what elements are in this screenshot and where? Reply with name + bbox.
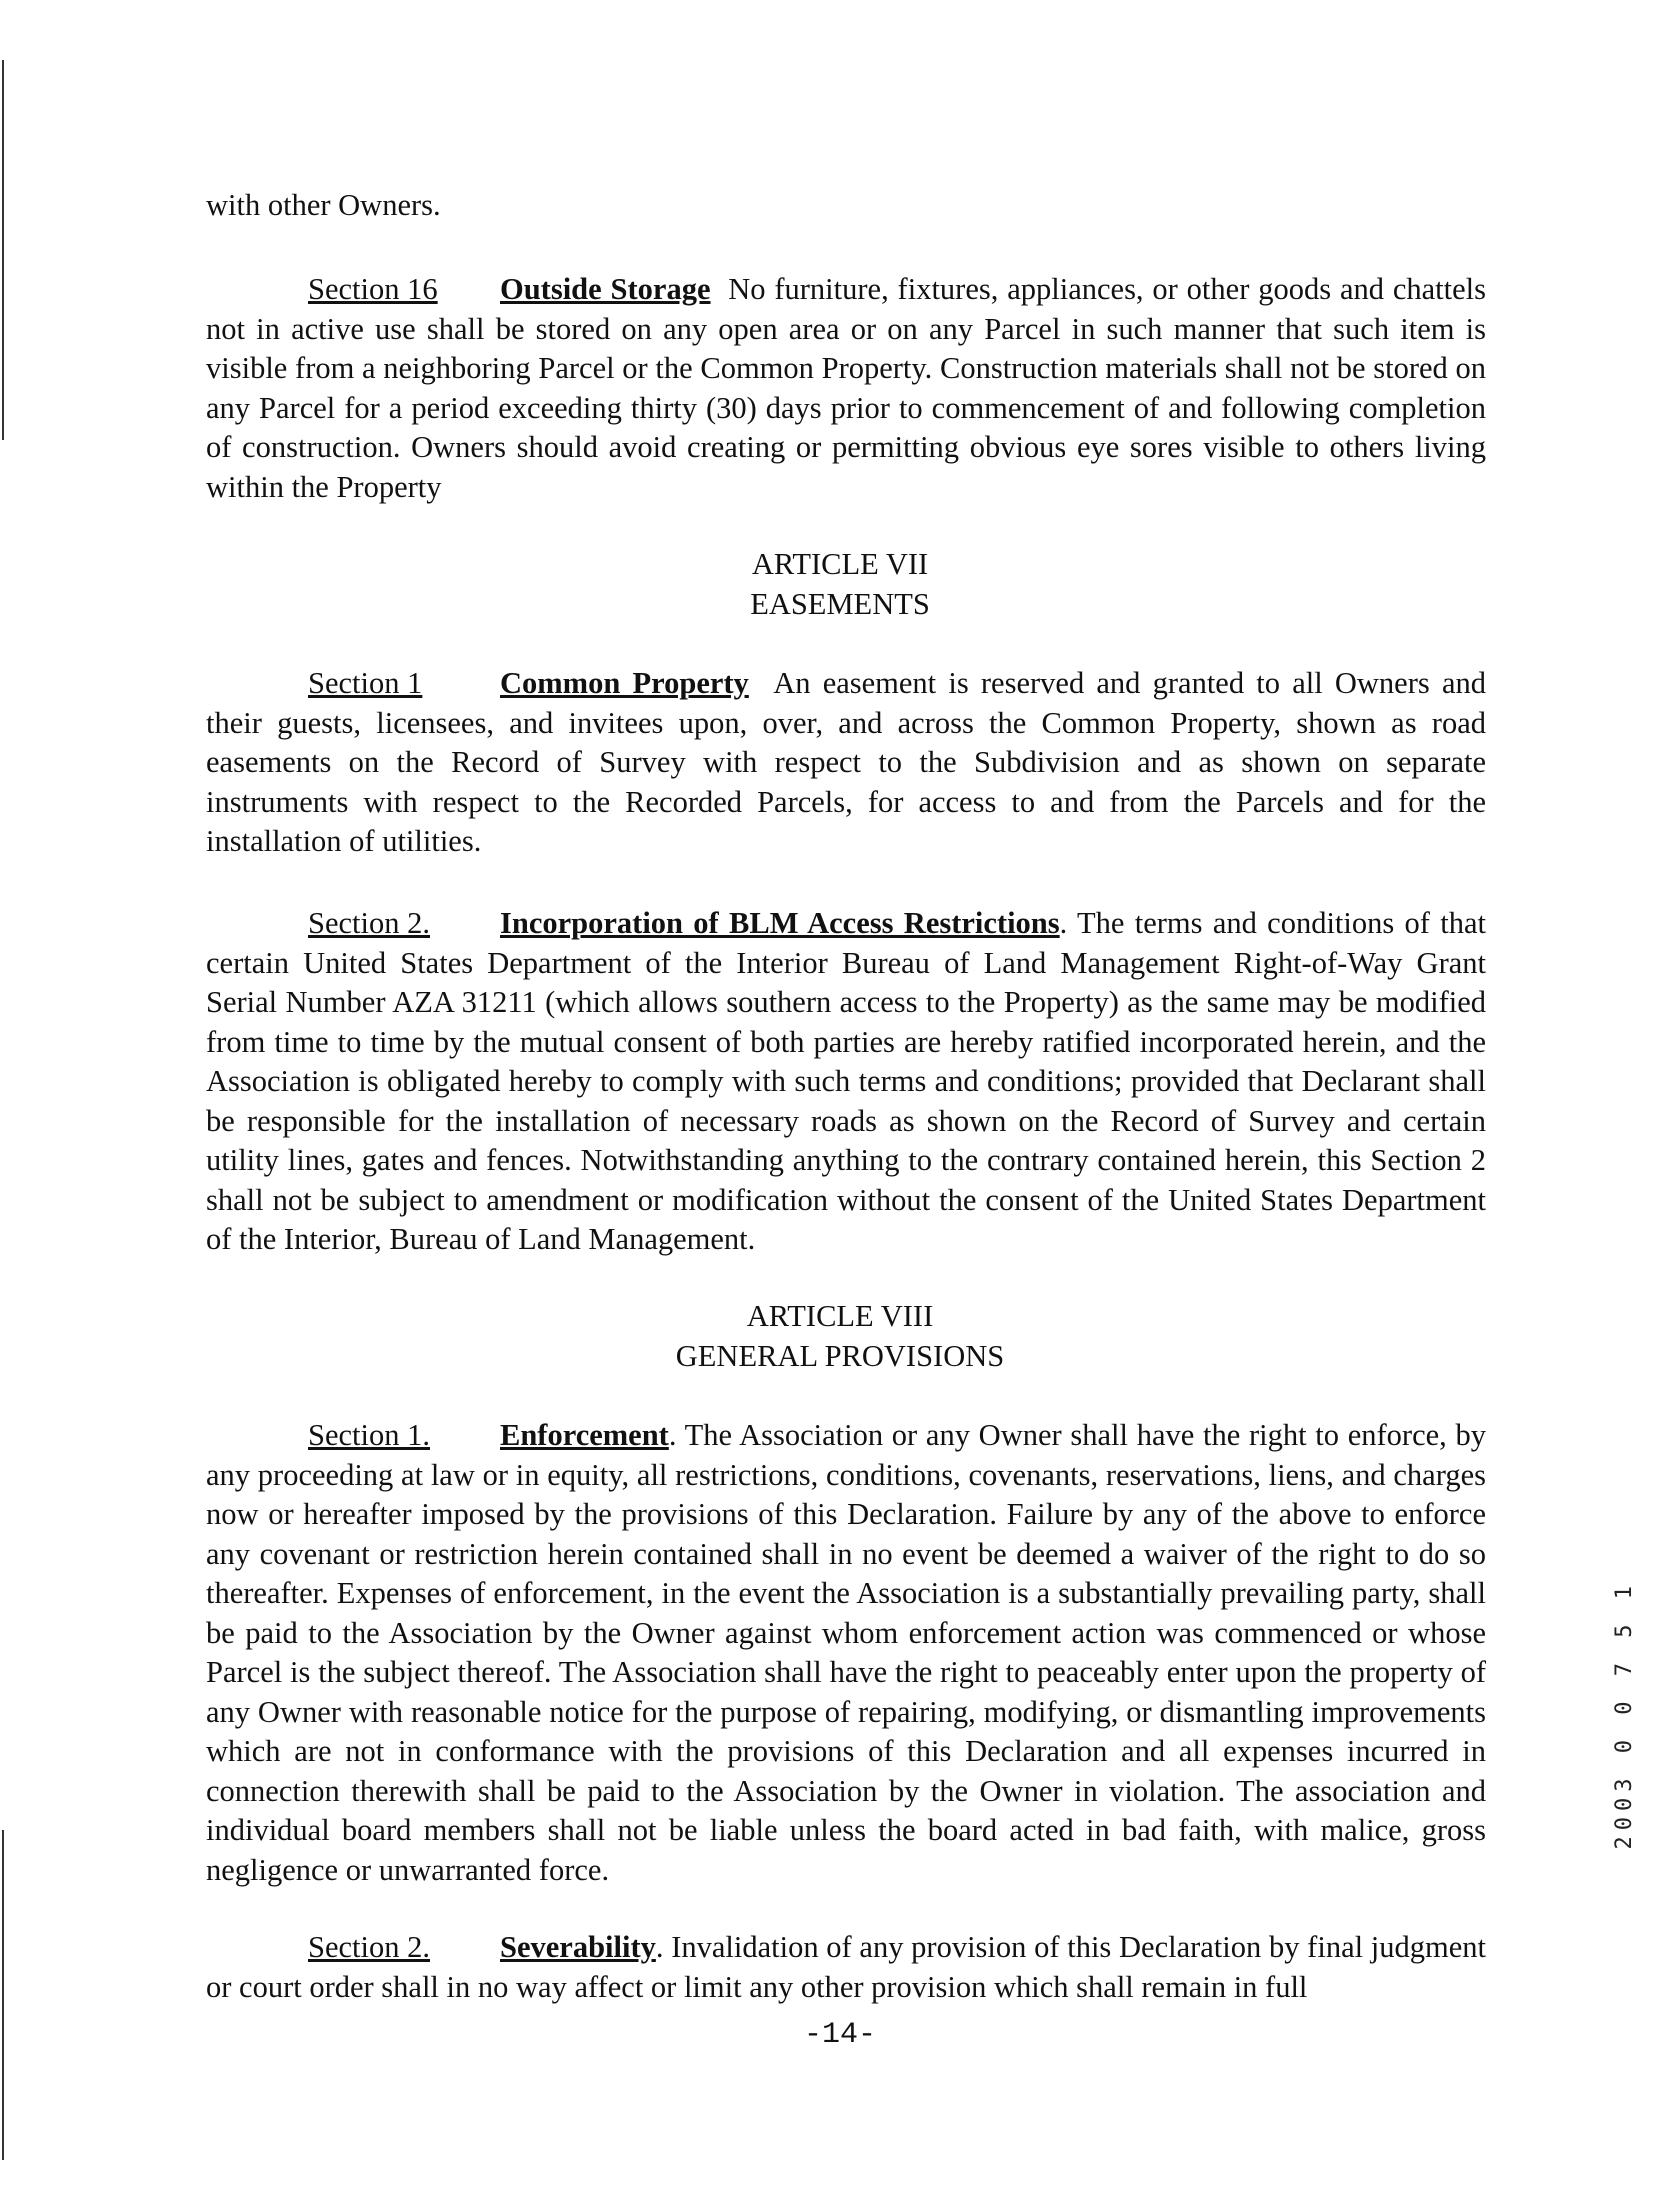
section-16-paragraph <box>206 270 1486 507</box>
section-body: . The terms and conditions of that certain United States Department of the Interior Bureau of Land Management Right-of-Way Grant Serial Number AZA 31211 (which allows southern access to the Property) as the same may be modified from time to time by the mutual consent of both parties are hereby ratified incorporated herein, and the Association is obligated hereby to comply with such terms and conditions; provided that Declarant shall be responsible for the installation of necessary roads as shown on the Record of Survey and certain utility lines, gates and fences. Notwithstanding anything to the contrary contained herein, this Section 2 shall not be subject to amendment or modification without the consent of the United States Department of the Interior, Bureau of Land Management. <box>206 906 1486 1256</box>
section-body: An easement is reserved and granted to all Owners and their guests, licensees, and invitees upon, over, and across the Common Property, shown as road easements on the Record of Survey with respect to the Subdivision and as shown on separate instruments with respect to the Recorded Parcels, for access to and from the Parcels and for the installation of utilities. <box>206 666 1486 858</box>
section-title: Outside Storage <box>500 272 711 306</box>
section-body: No furniture, fixtures, appliances, or other goods and chattels not in active use shall be stored on any open area or on any Parcel in such manner that such item is visible from a neighboring Parcel or the Common Property. Construction materials shall not be stored on any Parcel for a period exceeding thirty (30) days prior to commencement of and following completion of construction. Owners should avoid creating or permitting obvious eye sores visible to others living within the Property <box>206 272 1486 504</box>
recording-stamp: 2003 0 0 7 5 1 <box>1612 1580 1637 1850</box>
article-8-heading: ARTICLE VIII <box>746 1299 934 1333</box>
page-number: -14- <box>803 2018 876 2052</box>
article-7-subheading: EASEMENTS <box>750 587 930 621</box>
section-title: Incorporation of BLM Access Restrictions <box>500 906 1060 940</box>
section-body: . The Association or any Owner shall have the right to enforce, by any proceeding at law or in equity, all restrictions, conditions, covenants, reservations, liens, and charges now or hereafter imposed by the provisions of this Declaration. Failure by any of the above to enforce any covenant or restriction herein contained shall in no event be deemed a waiver of the right to do so thereafter. Expenses of enforcement, in the event the Association is a substantially prevailing party, shall be paid to the Association by the Owner against whom enforcement action was commenced or whose Parcel is the subject thereof. The Association shall have the right to peaceably enter upon the property of any Owner with reasonable notice for the purpose of repairing, modifying, or dismantling improvements which are not in conformance with the provisions of this Declaration and all expenses incurred in connection therewith shall be paid to the Association by the Owner in violation. The association and individual board members shall not be liable unless the board acted in bad faith, with malice, gross negligence or unwarranted force. <box>206 1418 1486 1887</box>
scan-margin-mark <box>2 1830 4 2160</box>
section-number: Section 2. <box>308 906 430 940</box>
section-number: Section 1 <box>308 666 423 700</box>
section-number: Section 1. <box>308 1418 430 1452</box>
section-title: Enforcement <box>500 1418 669 1452</box>
article-7-section-1-paragraph <box>206 664 1486 862</box>
article-7-section-2-paragraph <box>206 904 1486 1260</box>
article-8-subheading: GENERAL PROVISIONS <box>675 1339 1005 1373</box>
section-body: . Invalidation of any provision of this Declaration by final judgment or court order shall in no way affect or limit any other provision which shall remain in full <box>206 1930 1486 2004</box>
section-title: Severability <box>500 1930 656 1964</box>
section-number: Section 2. <box>308 1930 430 1964</box>
article-8-section-2-paragraph <box>206 1928 1486 2007</box>
scan-margin-mark <box>2 60 4 440</box>
section-number: Section 16 <box>308 272 438 306</box>
continuation-text: with other Owners. <box>206 188 441 222</box>
article-8-section-1-paragraph <box>206 1416 1486 1890</box>
section-title: Common Property <box>500 666 749 700</box>
article-7-heading: ARTICLE VII <box>751 547 929 581</box>
